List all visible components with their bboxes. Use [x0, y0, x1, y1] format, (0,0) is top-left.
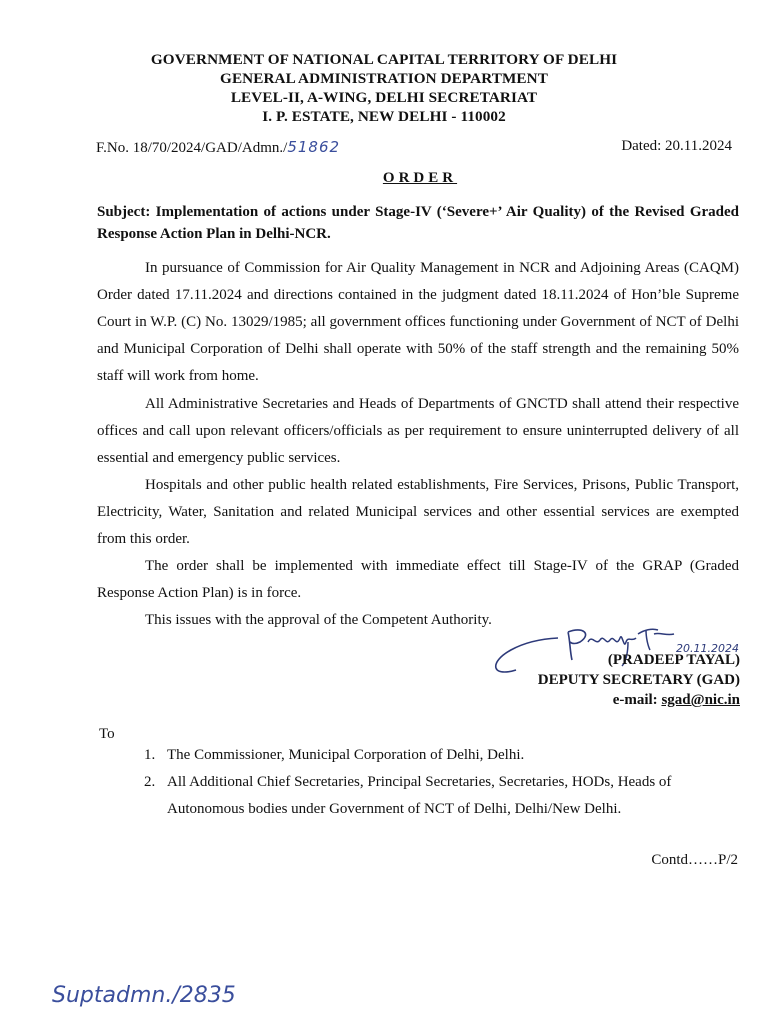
letterhead — [0, 50, 768, 126]
continued-note: Contd……P/2 — [651, 852, 738, 868]
recipient-text: The Commissioner, Municipal Corporation of Delhi, Delhi. — [167, 747, 525, 763]
body-paragraph-3: Hospitals and other public health related establishments, Fire Services, Prisons, Public Transport, Electricity, Water, Sanitation and related Municipal services and other essential services are exempted from this order. — [97, 477, 739, 547]
recipient-number: 2. — [144, 774, 156, 790]
letterhead-line-2: GENERAL ADMINISTRATION DEPARTMENT — [220, 70, 548, 87]
signatory-block — [538, 650, 740, 710]
letterhead-line-1: GOVERNMENT OF NATIONAL CAPITAL TERRITORY OF DELHI — [150, 51, 618, 68]
body-paragraph-1: In pursuance of Commission for Air Quality Management in NCR and Adjoining Areas (CAQM) Order dated 17.11.2024 and directions contained in the judgment dated 18.11.2024 of Hon’ble Supreme Court in W.P. (C) No. 13029/1985; all government offices functioning under Government of NCT of Delhi and Municipal Corporation of Delhi shall operate with 50% of the staff strength and the remaining 50% staff will work from home. — [97, 260, 739, 384]
letterhead-line-3: LEVEL-II, A-WING, DELHI SECRETARIAT — [230, 89, 538, 106]
body-paragraph-5: This issues with the approval of the Competent Authority. — [145, 612, 492, 628]
signatory-designation: DEPUTY SECRETARY (GAD) — [537, 672, 740, 688]
recipient-item — [140, 769, 740, 823]
to-label: To — [99, 726, 115, 742]
body-paragraph-4: The order shall be implemented with immediate effect till Stage-IV of the GRAP (Graded Response Action Plan) is in force. — [97, 558, 739, 601]
signatory-name: (PRADEEP TAYAL) — [607, 652, 740, 668]
letterhead-line-4: I. P. ESTATE, NEW DELHI - 110002 — [262, 108, 506, 125]
subject-line: Subject: Implementation of actions under Stage-IV (‘Severe+’ Air Quality) of the Revised Graded Response Action Plan in Delhi-NCR. — [97, 204, 739, 242]
handwritten-note — [50, 968, 260, 1018]
order-title: ORDER — [382, 170, 458, 186]
recipient-number: 1. — [144, 747, 156, 763]
recipient-text: All Additional Chief Secretaries, Principal Secretaries, Secretaries, HODs, Heads of Autonomous bodies under Government of NCT of Delhi, Delhi/New Delhi. — [167, 774, 672, 817]
handwritten-dispatch-number: 51862 — [287, 138, 341, 156]
order-date: Dated: 20.11.2024 — [621, 138, 732, 154]
file-number-prefix: F.No. 18/70/2024/GAD/Admn./ — [96, 140, 288, 156]
file-number — [96, 138, 340, 157]
email-label: e-mail: — [612, 692, 662, 708]
signature-date: 20.11.2024 — [676, 642, 739, 655]
handwritten-note-text: Suptadmn./2835 — [52, 983, 236, 1008]
recipient-list — [140, 742, 740, 823]
signatory-email-line — [538, 690, 740, 710]
recipient-item — [140, 742, 740, 769]
email-link[interactable]: sgad@nic.in — [661, 692, 740, 708]
body-paragraph-2: All Administrative Secretaries and Heads of Departments of GNCTD shall attend their respective offices and call upon relevant officers/officials as per requirement to ensure uninterrupted delivery of all essential and emergency public services. — [97, 396, 739, 466]
